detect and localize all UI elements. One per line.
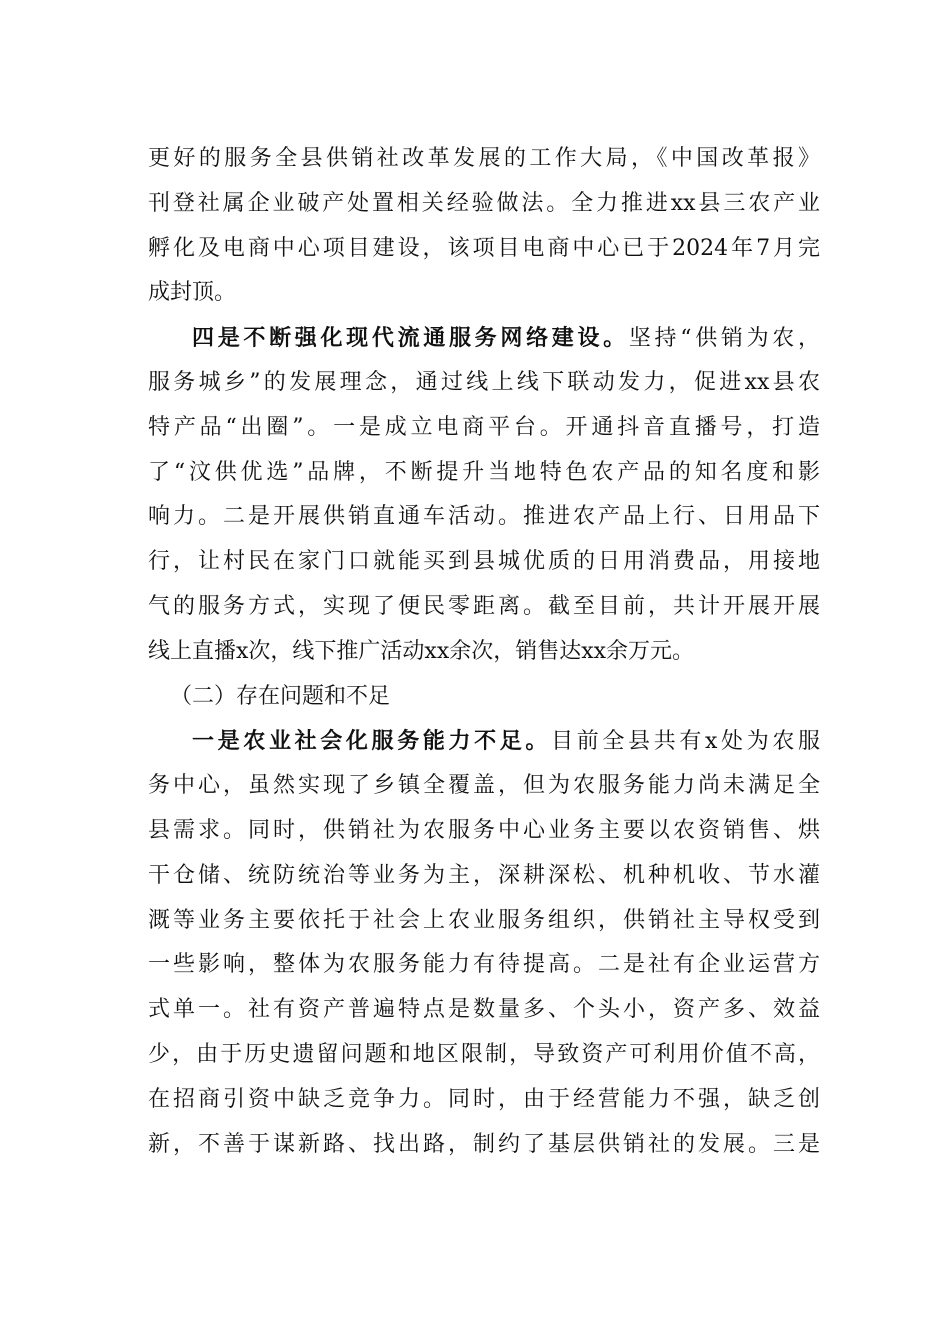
paragraph-lead: 一是农业社会化服务能力不足。	[192, 728, 552, 755]
text-line: 成封顶。	[148, 280, 237, 306]
text-line: 干仓储、统防统治等业务为主，深耕深松、机种机收、节水灌	[148, 862, 820, 888]
text-line: 了“汶供优选”品牌，不断提升当地特色农产品的知名度和影	[148, 459, 820, 485]
text-line: 少，由于历史遗留问题和地区限制，导致资产可利用价值不高，	[148, 1041, 820, 1067]
text-span: 坚持“供销为农，	[628, 326, 820, 352]
paragraph	[148, 719, 820, 1167]
text-line: 务中心，虽然实现了乡镇全覆盖，但为农服务能力尚未满足全	[148, 773, 820, 799]
text-line: 溉等业务主要依托于社会上农业服务组织，供销社主导权受到	[148, 907, 820, 933]
text-line	[148, 719, 820, 764]
text-line: 服务城乡”的发展理念，通过线上线下联动发力，促进xx县农	[148, 369, 820, 395]
paragraph	[148, 137, 820, 316]
text-line: 行，让村民在家门口就能买到县城优质的日用消费品，用接地	[148, 549, 820, 575]
text-line: 县需求。同时，供销社为农服务中心业务主要以农资销售、烘	[148, 817, 820, 843]
text-line	[148, 316, 820, 361]
text-line: 气的服务方式，实现了便民零距离。截至目前，共计开展开展	[148, 593, 820, 619]
text-line: 新，不善于谋新路、找出路，制约了基层供销社的发展。三是	[148, 1131, 820, 1157]
text-line: 一些影响，整体为农服务能力有待提高。二是社有企业运营方	[148, 952, 820, 978]
text-line: 刊登社属企业破产处置相关经验做法。全力推进xx县三农产业	[148, 190, 820, 216]
text-line: 线上直播x次，线下推广活动xx余次，销售达xx余万元。	[148, 638, 695, 664]
text-line: 响力。二是开展供销直通车活动。推进农产品上行、日用品下	[148, 504, 820, 530]
paragraph	[148, 316, 820, 674]
text-line: 特产品“出圈”。一是成立电商平台。开通抖音直播号，打造	[148, 414, 820, 440]
text-line: 在招商引资中缺乏竞争力。同时，由于经营能力不强，缺乏创	[148, 1086, 820, 1112]
paragraph-lead: 四是不断强化现代流通服务网络建设。	[192, 325, 629, 352]
text-line: 更好的服务全县供销社改革发展的工作大局，《中国改革报》	[148, 146, 820, 171]
text-span: 目前全县共有x处为农服	[551, 729, 820, 755]
text-line: 孵化及电商中心项目建设，该项目电商中心已于2024年7月完	[148, 235, 820, 261]
document-page	[148, 137, 820, 1167]
section-heading: （二）存在问题和不足	[170, 683, 391, 709]
text-line: 式单一。社有资产普遍特点是数量多、个头小，资产多、效益	[148, 997, 820, 1023]
